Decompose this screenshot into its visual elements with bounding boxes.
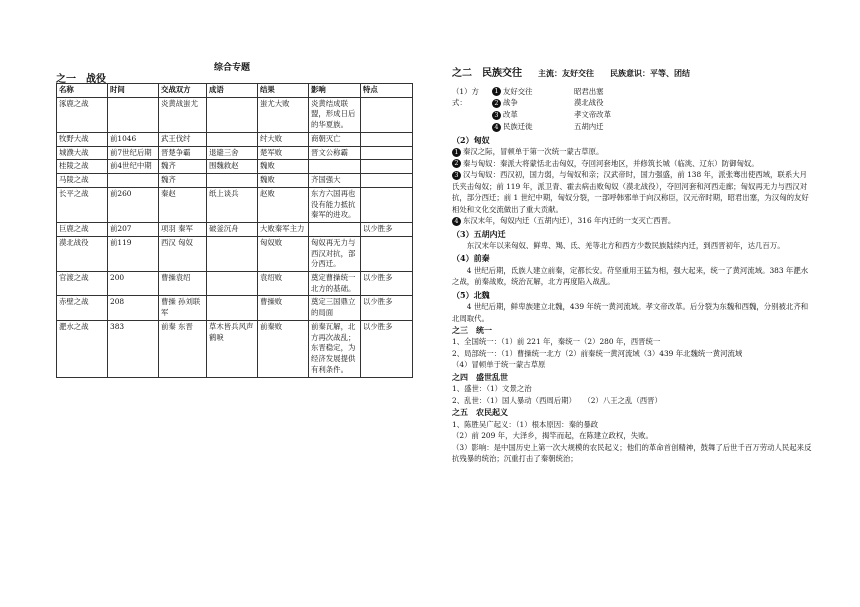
battle-impact: 奠定三国鼎立的局面 [309, 296, 361, 320]
battle-impact [309, 223, 361, 237]
number-badge-icon: 3 [452, 171, 461, 180]
battle-time: 前1046 [108, 132, 159, 146]
battle-feature [361, 174, 413, 188]
battle-name: 长平之战 [57, 187, 108, 222]
battle-name: 涿鹿之战 [57, 97, 108, 132]
table-row [57, 272, 413, 296]
battle-result: 纣大败 [258, 132, 309, 146]
way-type-label: 友好交往 [503, 86, 533, 96]
battle-idiom [207, 236, 258, 271]
number-badge-icon: 1 [452, 148, 461, 157]
battle-idiom: 纸上谈兵 [207, 187, 258, 222]
table-row [57, 236, 413, 271]
ethnic-relations-panel [452, 66, 812, 464]
battle-impact: 奠定曹操统一北方的基础。 [309, 272, 361, 296]
battle-sides: 武王伐纣 [159, 132, 207, 146]
battle-idiom: 破釜沉舟 [207, 223, 258, 237]
table-row [57, 187, 413, 222]
battle-result: 前秦败 [258, 320, 309, 377]
xiongnu-item [452, 215, 812, 226]
battle-sides: 晋楚争霸 [159, 146, 207, 160]
battle-sides: 西汉 匈奴 [159, 236, 207, 271]
battle-impact: 商朝灭亡 [309, 132, 361, 146]
battle-idiom: 草木皆兵风声鹤唳 [207, 320, 258, 377]
battle-time: 前119 [108, 236, 159, 271]
section-battles-heading: 之一 战役 [56, 74, 106, 85]
prosperity-title: 之四 盛世乱世 [452, 371, 508, 382]
battle-name: 桂陵之战 [57, 160, 108, 174]
xiongnu-item-text: 秦汉之际，冒顿单于第一次统一蒙古草原。 [463, 147, 604, 157]
table-row [57, 146, 413, 160]
way-example: 昭君出塞 [574, 86, 604, 96]
battle-sides: 魏齐 [159, 174, 207, 188]
battle-feature: 以少胜多 [361, 296, 413, 320]
battle-impact: 炎黄结成联盟，形成日后的华夏族。 [309, 97, 361, 132]
battle-time: 208 [108, 296, 159, 320]
battle-time: 383 [108, 320, 159, 377]
beiwei-text: 4 世纪后期，鲜卑族建立北魏，439 年统一黄河流域。孝文帝改革。后分裂为东魏和西魏，分别被北齐和北周取代。 [452, 302, 809, 323]
battles-table [56, 83, 413, 378]
battle-impact: 齐国强大 [309, 174, 361, 188]
xiongnu-item-text: 秦与匈奴：秦派大将蒙恬北击匈奴，夺回河套地区，并修筑长城（临洮、辽东）防御匈奴。 [463, 158, 759, 168]
beiwei-title: （5）北魏 [452, 289, 490, 300]
table-row [57, 160, 413, 174]
prosperity-line: 2、乱世：（1）国人暴动（西周后期） （2）八王之乱（西晋） [452, 395, 662, 405]
battle-name: 巨鹿之战 [57, 223, 108, 237]
topic-title: 综合专题 [214, 63, 251, 73]
way-type [492, 97, 558, 109]
battle-name: 城濮大战 [57, 146, 108, 160]
battle-impact [309, 160, 361, 174]
battle-feature: 以少胜多 [361, 320, 413, 377]
battle-feature: 以少胜多 [361, 223, 413, 237]
battle-idiom [207, 97, 258, 132]
battle-time: 前260 [108, 187, 159, 222]
battle-impact: 匈奴再无力与西汉对抗，部分西迁。 [309, 236, 361, 271]
xiongnu-item [452, 169, 812, 215]
battle-result: 袁绍败 [258, 272, 309, 296]
battle-sides: 前秦 东晋 [159, 320, 207, 377]
header-sides: 交战双方 [159, 84, 207, 98]
battle-sides: 曹操 孙刘联军 [159, 296, 207, 320]
table-row [57, 296, 413, 320]
battle-time: 前7世纪后期 [108, 146, 159, 160]
number-badge-icon: 1 [492, 87, 501, 96]
battle-name: 牧野大战 [57, 132, 108, 146]
battle-result: 魏败 [258, 174, 309, 188]
ways-block [452, 86, 812, 133]
uprising-list [452, 419, 812, 465]
battle-name: 淝水之战 [57, 320, 108, 377]
battle-time: 前4世纪中期 [108, 160, 159, 174]
header-feature: 特点 [361, 84, 413, 98]
battle-name: 马陵之战 [57, 174, 108, 188]
wuhu-title: （3）五胡内迁 [452, 228, 506, 239]
ethnic-heading [452, 66, 812, 82]
header-result: 结果 [258, 84, 309, 98]
way-type-label: 改革 [503, 110, 518, 120]
battle-feature [361, 146, 413, 160]
battle-idiom [207, 296, 258, 320]
way-type [492, 86, 558, 98]
way-type [492, 121, 558, 133]
battle-feature [361, 160, 413, 174]
header-idiom: 成语 [207, 84, 258, 98]
battle-feature [361, 187, 413, 222]
header-name: 名称 [57, 84, 108, 98]
way-type-label: 战争 [503, 98, 518, 108]
prosperity-line: 1、盛世：（1）文景之治 [452, 384, 532, 394]
ways-label: （1）方式： [452, 86, 479, 107]
xiongnu-item [452, 158, 812, 169]
battle-result: 大败秦军主力 [258, 223, 309, 237]
uprising-title: 之五 农民起义 [452, 407, 508, 418]
ways-list [492, 86, 694, 133]
unification-line: 2、局部统一：（1）曹操统一北方（2）前秦统一黄河流域（3）439 年北魏统一黄河流域 [452, 348, 743, 358]
battle-idiom [207, 272, 258, 296]
battle-impact: 东方六国再也没有能力抵抗秦军的进攻。 [309, 187, 361, 222]
battle-time: 前207 [108, 223, 159, 237]
way-example: 五胡内迁 [574, 122, 604, 132]
xiongnu-list [452, 146, 812, 226]
uprising-line: 1、陈胜吴广起义：（1）根本原因：秦的暴政 [452, 419, 599, 429]
battle-idiom: 围魏救赵 [207, 160, 258, 174]
ethnic-heading-sub: 主流：友好交往 民族意识：平等、团结 [538, 68, 690, 78]
battle-name: 赤壁之战 [57, 296, 108, 320]
battle-idiom [207, 132, 258, 146]
battle-result: 魏败 [258, 160, 309, 174]
xiongnu-item-text: 东汉末年，匈奴内迁（五胡内迁），316 年内迁的一支灭亡西晋。 [463, 216, 676, 226]
battle-name: 漠北战役 [57, 236, 108, 271]
qianqin-text: 4 世纪后期，氐族人建立前秦，定都长安。苻坚重用王猛为相，强大起来，统一了黄河流域。383 年淝水之战，前秦战败，统治瓦解，北方再度陷入战乱。 [452, 265, 809, 287]
number-badge-icon: 2 [452, 159, 461, 168]
way-example: 孝文帝改革 [574, 110, 611, 120]
battle-result: 蚩尤大败 [258, 97, 309, 132]
battle-idiom [207, 174, 258, 188]
number-badge-icon: 3 [492, 111, 501, 120]
qianqin-title: （4）前秦 [452, 253, 490, 264]
battle-result: 楚军败 [258, 146, 309, 160]
way-type-label: 民族迁徙 [503, 122, 533, 132]
battle-impact: 晋文公称霸 [309, 146, 361, 160]
battle-impact: 前秦瓦解，北方再次战乱；东晋稳定，为经济发展提供有利条件。 [309, 320, 361, 377]
battle-time [108, 97, 159, 132]
prosperity-list [452, 383, 812, 406]
battle-sides: 曹操袁绍 [159, 272, 207, 296]
xiongnu-title: （2）匈奴 [452, 134, 490, 145]
number-badge-icon: 4 [492, 123, 501, 132]
battle-name: 官渡之战 [57, 272, 108, 296]
table-row [57, 223, 413, 237]
unification-title: 之三 统一 [452, 325, 492, 336]
xiongnu-item [452, 146, 812, 157]
unification-list [452, 336, 812, 370]
number-badge-icon: 2 [492, 99, 501, 108]
battle-result: 赵败 [258, 187, 309, 222]
battle-sides: 秦赵 [159, 187, 207, 222]
table-row [57, 174, 413, 188]
ethnic-heading-title: 之二 民族交往 [452, 68, 522, 79]
uprising-line: （2）前 209 年，大泽乡，揭竿而起，在陈建立政权，失败。 [452, 431, 653, 441]
battle-sides: 项羽 秦军 [159, 223, 207, 237]
way-type [492, 109, 558, 121]
battle-sides: 魏齐 [159, 160, 207, 174]
table-row [57, 132, 413, 146]
uprising-line: （3）影响：是中国历史上第一次大规模的农民起义；他们的革命首创精神，鼓舞了后世千百万劳动人民起来反抗残暴的统治；沉重打击了秦朝统治； [452, 442, 812, 463]
battle-idiom: 退避三舍 [207, 146, 258, 160]
way-example: 漠北战役 [574, 98, 604, 108]
battle-feature [361, 236, 413, 271]
battle-feature [361, 132, 413, 146]
table-row [57, 320, 413, 377]
battle-sides: 炎黄战蚩尤 [159, 97, 207, 132]
unification-line: （4）冒顿单于统一蒙古草原 [452, 360, 546, 370]
battle-time: 200 [108, 272, 159, 296]
header-time: 时间 [108, 84, 159, 98]
table-row [57, 97, 413, 132]
unification-line: 1、全国统一：（1）前 221 年，秦统一（2）280 年，西晋统一 [452, 337, 661, 347]
xiongnu-item-text: 汉与匈奴：西汉初，国力弱，与匈奴和亲；汉武帝时，国力强盛，前 138 年，派张骞出使西域，联系大月氏夹击匈奴；前 119 年，派卫青、霍去病击败匈奴（漠北战役），夺回河套和河西走廊；匈奴再无力与西汉对抗，部分西迁；前 1 世纪中期，匈奴分裂，一部呼韩邪单于向汉称臣，汉元帝时期，昭君出塞，为汉匈的友好相处和文化交流做出了重大贡献。 [452, 170, 809, 214]
battle-feature: 以少胜多 [361, 272, 413, 296]
number-badge-icon: 4 [452, 217, 461, 226]
battle-result: 曹操败 [258, 296, 309, 320]
header-impact: 影响 [309, 84, 361, 98]
battle-result: 匈奴败 [258, 236, 309, 271]
table-header-row [57, 84, 413, 98]
battle-time [108, 174, 159, 188]
battle-feature [361, 97, 413, 132]
wuhu-text: 东汉末年以来匈奴、鲜卑、羯、氐、羌等北方和西方少数民族陆续内迁，到西晋初年，达几百万。 [466, 240, 785, 250]
